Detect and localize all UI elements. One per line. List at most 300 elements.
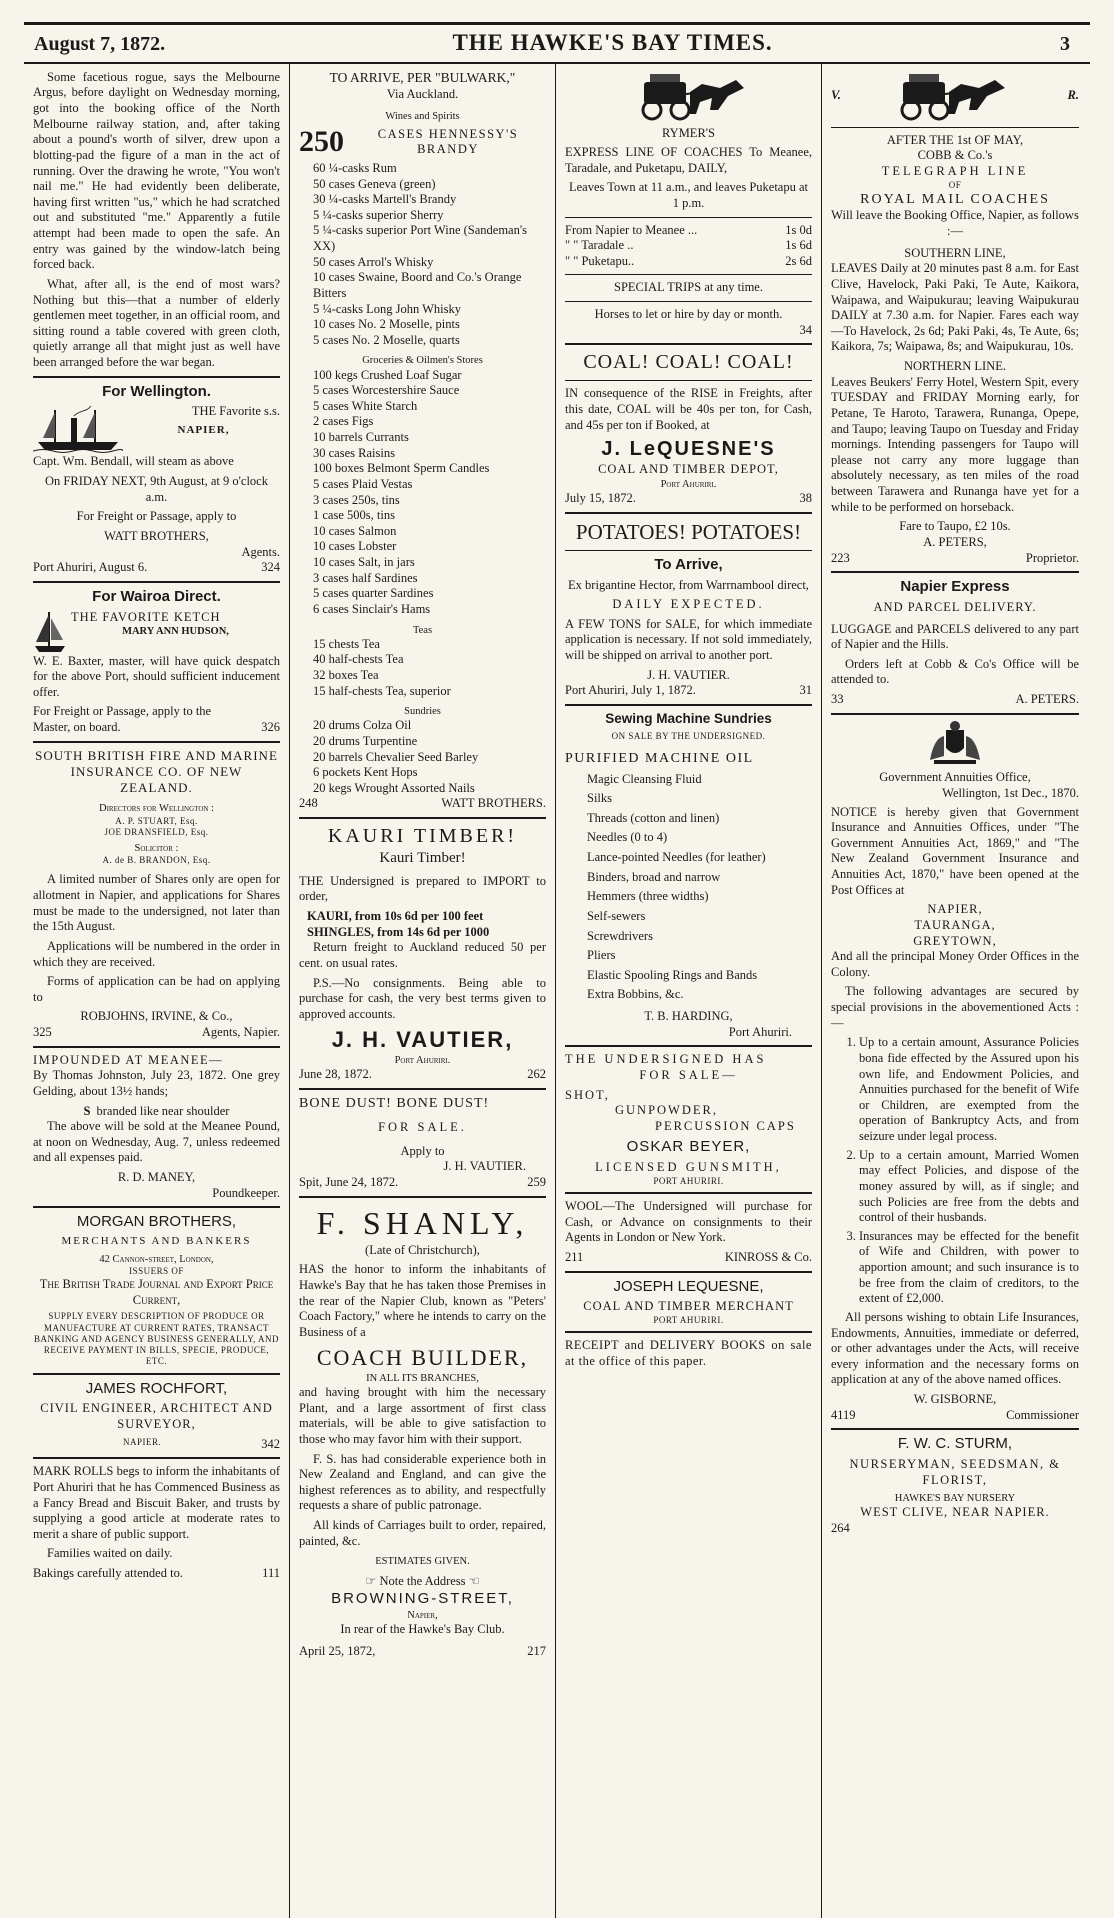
southern-line-heading: SOUTHERN LINE, [904, 245, 1006, 260]
ad-number: 248 [299, 796, 318, 811]
ad-number: 33 [831, 692, 844, 706]
list-item: 6 cases Sinclair's Hams [313, 601, 431, 616]
ad-sewing [565, 711, 812, 1040]
vautier-name: J. H. VAUTIER, [331, 1027, 514, 1053]
date: July 15, 1872. [565, 490, 636, 505]
agents-label: Agents. [241, 544, 280, 559]
ad-morgan-heading: MORGAN BROTHERS, [76, 1213, 237, 1231]
ad-impounded [33, 1053, 280, 1202]
fares-table [565, 223, 812, 270]
ad-potatoes-daily: DAILY EXPECTED. [612, 597, 765, 612]
vautier-name: J. H. VAUTIER. [647, 667, 730, 682]
town-name: GREYTOWN, [913, 933, 997, 948]
ad-shanly-body3: F. S. has had considerable experience both in New Zealand and England, and can give the highest references as to ability, and respectfully requests a share of public patronage. [299, 1451, 546, 1513]
ad-fire-body1: A limited number of Shares only are open for allotment in Napier, and applications for Shares must be made to the undersigned, not later than the 15th August. [33, 872, 280, 934]
list-item: 6 pockets Kent Hops [313, 765, 418, 780]
ad-rochfort-heading: JAMES ROCHFORT, [85, 1379, 228, 1397]
ad-shanly-heading: F. SHANLY, [316, 1204, 529, 1241]
poundkeeper-name: R. D. MANEY, [117, 1170, 196, 1184]
list-item: Silks [587, 791, 613, 806]
ad-sewing-oil: PURIFIED MACHINE OIL [565, 751, 754, 766]
list-item: 100 boxes Belmont Sperm Candles [313, 461, 490, 476]
solicitor-label: Solicitor : [134, 843, 179, 854]
ship-name-mary-ann: MARY ANN HUDSON, [122, 626, 229, 638]
ad-coal-body: IN consequence of the RISE in Freights, after this date, COAL will be 40s per ton, for Cash, and 45s per ton if Booked, at [565, 386, 812, 432]
ad-potatoes-body: A FEW TONS for SALE, for which immediate application is necessary. If not sold immediately, will be shipped on arrival to another port. [565, 616, 812, 662]
coach-illustration-wrap [565, 70, 812, 127]
date: Wellington, 1st Dec., 1870. [942, 785, 1079, 800]
ad-kauri-body1: THE Undersigned is prepared to IMPORT to order, [299, 873, 546, 904]
note-address: Note the Address [379, 1574, 466, 1589]
ship-name-napier: NAPIER, [177, 424, 230, 436]
ad-shanly-sub: (Late of Christchurch), [365, 1242, 480, 1257]
list-item: 20 kegs Wrought Assorted Nails [313, 780, 475, 795]
list-item: 15 half-chests Tea, superior [313, 683, 451, 698]
list-item: 60 ¼-casks Rum [313, 160, 397, 175]
ad-number: 223 [831, 550, 850, 565]
date: Spit, June 24, 1872. [299, 1175, 399, 1189]
northern-line-heading: NORTHERN LINE. [903, 359, 1006, 373]
ad-number: 259 [527, 1175, 546, 1189]
ad-rymer-body2: Leaves Town at 11 a.m., and leaves Puketapu at 1 p.m. [569, 180, 808, 210]
ad-wool [565, 1199, 812, 1266]
ad-coal [565, 350, 812, 506]
ad-number: 326 [261, 720, 280, 734]
ad-shanly-body4: All kinds of Carriages built to order, repaired, painted, &c. [299, 1518, 546, 1548]
ad-beyer-name: OSKAR BEYER, [626, 1138, 751, 1156]
ad-sturm-nursery: HAWKE'S BAY NURSERY [894, 1493, 1016, 1505]
ad-number: 4119 [831, 1407, 856, 1422]
vr-right: R. [1067, 87, 1079, 102]
list-item: 3 cases half Sardines [313, 570, 418, 585]
ad-rolls-families: Families waited on daily. [47, 1546, 173, 1561]
list-item: 5 ¼-casks superior Sherry [313, 207, 444, 222]
ad-bulwark-firm: WATT BROTHERS. [441, 796, 546, 811]
ad-shanly-estimates: ESTIMATES GIVEN. [375, 1556, 470, 1568]
list-item: 5 cases Worcestershire Sauce [313, 383, 460, 398]
ad-express-heading: Napier Express [900, 578, 1010, 596]
brand-mark: S [83, 1103, 91, 1118]
list-item: 1. Up to a certain amount, Assurance Policies bona fide effected by the Assured upon his own life, and Endowment Policies, and Annuities purchased for the benefit of Wife or Children, are exempted from the operation of Bankruptcy Acts, and from seizure under legal process. [859, 1035, 1079, 1144]
ad-kauri-body3: P.S.—No consignments. Being able to purchase for cash, the very best terms given to approved accounts. [299, 975, 546, 1021]
ad-bulwark-footer [299, 796, 546, 812]
list-item: 5 ¼-casks Long John Whisky [313, 301, 462, 316]
ad-cobb-royal: ROYAL MAIL COACHES [860, 191, 1050, 207]
ad-beyer-gunpowder: GUNPOWDER, [615, 1103, 718, 1118]
list-item: 5 cases Plaid Vestas [313, 476, 413, 491]
ad-express [831, 578, 1079, 708]
ad-bulwark [299, 70, 546, 812]
ad-shanly [299, 1203, 546, 1660]
ad-wool-body: WOOL—The Undersigned will purchase for Cash, or Advance on consignments to their Agents in London or New York. [565, 1199, 812, 1245]
ad-wellington-apply: For Freight or Passage, apply to [76, 509, 237, 524]
list-item: 2. Up to a certain amount, Married Women may effect Policies, and dispose of the money assured by will, as if single; and such Policies are free from the debts and control of their husbands. [859, 1148, 1079, 1226]
fare-taupo: Fare to Taupo, £2 10s. [899, 519, 1011, 534]
list-item: Binders, broad and narrow [587, 869, 721, 884]
place: Port Ahuriri. [660, 478, 717, 490]
ad-south-british [33, 748, 280, 1041]
ad-cobb-after: AFTER THE 1st OF MAY, [886, 132, 1024, 147]
ad-beyer-shot: SHOT, [565, 1087, 610, 1102]
coat-of-arms-icon [920, 720, 990, 766]
gov-body4: All persons wishing to obtain Life Insurances, Endowments, Annuities, immediate or deferred, or other advantages under the Acts, will receive every information and the necessary forms on application at any of the above named offices. [831, 1309, 1079, 1387]
ad-shanly-footer [299, 1644, 546, 1660]
gov-body2: And all the principal Money Order Offices in the Colony. [831, 949, 1079, 979]
ad-kauri-price2: SHINGLES, from 14s 6d per 1000 [307, 924, 490, 939]
towns-list [831, 902, 1079, 949]
list-item: Self-sewers [587, 908, 646, 923]
town-name: TAURANGA, [914, 917, 996, 932]
ad-fire-agent: ROBJOHNS, IRVINE, & Co., [80, 1009, 233, 1024]
gov-body1: NOTICE is hereby given that Government Insurance and Annuities Offices, under "The Government Annuities Act, 1869," and "The New Zealand Government Insurance and Annuities Act, 1870," have been opened at the Post Offices at [831, 804, 1079, 897]
coach-icon [889, 70, 1019, 122]
column-1 [24, 64, 290, 1918]
ad-cobb-footer [831, 551, 1079, 567]
agents-label: Agents, Napier. [201, 1025, 280, 1039]
list-item: Elastic Spooling Rings and Bands [587, 967, 758, 982]
column-3 [556, 64, 822, 1918]
fare-route: " " Puketapu.. [565, 253, 635, 268]
ad-rymer-heading: RYMER'S [662, 126, 715, 141]
ad-fire-heading: SOUTH BRITISH FIRE AND MARINE INSURANCE CO. OF NEW ZEALAND. [35, 747, 278, 796]
ad-beyer-caps: PERCUSSION CAPS [655, 1118, 796, 1133]
place: Port Ahuriri. [394, 1054, 451, 1066]
ad-receipt-body: RECEIPT and DELIVERY BOOKS on sale at the office of this paper. [565, 1338, 812, 1368]
of-label: OF [948, 179, 962, 190]
ad-lequesne-sub: COAL AND TIMBER MERCHANT [583, 1299, 794, 1314]
ad-wairoa-line1: THE FAVORITE KETCH [71, 609, 221, 624]
ad-impounded-body2: branded like near shoulder [96, 1103, 230, 1118]
place: WEST CLIVE, NEAR NAPIER. [860, 1505, 1050, 1520]
column-4 [822, 64, 1088, 1918]
commissioner-label: Commissioner [1006, 1407, 1079, 1422]
ad-wairoa-body: W. E. Baxter, master, will have quick despatch for the above Port, should sufficient inducement offer. [33, 653, 280, 699]
ad-rymer-horses: Horses to let or hire by day or month. [594, 307, 783, 321]
place: PORT AHURIRI. [653, 1175, 724, 1186]
ad-cobb-will: Will leave the Booking Office, Napier, as follows :— [831, 208, 1079, 238]
ad-wool-firm: KINROSS & Co. [724, 1249, 812, 1264]
list-item: Magic Cleansing Fluid [587, 771, 702, 786]
ad-bone-sale: FOR SALE. [378, 1120, 467, 1135]
solicitor-name: A. de B. BRANDON, Esq. [102, 855, 211, 866]
ad-rochfort-sub: CIVIL ENGINEER, ARCHITECT AND SURVEYOR, [40, 1401, 273, 1431]
ad-morgan [33, 1213, 280, 1367]
top-rule [24, 22, 1090, 25]
fare-price: 2s 6d [785, 253, 812, 268]
place-date: Port Ahuriri, August 6. [33, 560, 148, 575]
ad-impounded-brand-line [33, 1104, 280, 1120]
lequesne-name: J. LeQUESNE'S [601, 438, 776, 461]
date: Port Ahuriri, July 1, 1872. [565, 683, 696, 698]
ad-rymer [565, 70, 812, 339]
place: PORT AHURIRI. [653, 1314, 724, 1325]
ad-coal-heading: COAL! COAL! COAL! [583, 351, 794, 374]
list-item: 5 cases quarter Sardines [313, 586, 434, 601]
ad-bone-name: J. H. VAUTIER. [443, 1159, 526, 1174]
ad-impounded-heading: IMPOUNDED AT MEANEE— [33, 1052, 224, 1067]
ad-kauri-footer [299, 1067, 546, 1083]
ad-beyer-trade: LICENSED GUNSMITH, [595, 1160, 782, 1175]
ad-kauri-price1: KAURI, from 10s 6d per 100 feet [307, 909, 484, 923]
gov-office: Government Annuities Office, [879, 770, 1031, 785]
story-rogue: Some facetious rogue, says the Melbourne Argus, before daylight on Wednesday morning, got into the booking office of the North Melbourne railway station, and, after taking about a pound's worth of silver, drew upon a blotting-pad the figure of a man in the act of running. Over the drawing he wrote, "You won't nail me." He had evidently been deliberate, having first written "us," which he had scratched out and substituted "me." Apparently a futile attempt had been made to open the safe. An entry was gained by the window-latch being forced back. [33, 69, 280, 272]
list-item: Screwdrivers [587, 928, 653, 943]
list-item: Pliers [587, 948, 616, 963]
ad-rymer-special: SPECIAL TRIPS at any time. [614, 280, 763, 295]
list-item: 3. Insurances may be effected for the benefit of Wife and Children, with power to apportion amount; and such insurance is to be free from the claim of creditors, to the extent of £2,000. [859, 1229, 1079, 1307]
ad-bone-footer [299, 1175, 546, 1191]
ad-shanly-body2: and having brought with him the necessary Plant, and a large assortment of first class materials, will be able to give satisfaction to those who may favor him with their support. [299, 1385, 546, 1446]
list-item: Extra Bobbins, &c. [587, 987, 684, 1002]
ad-express-body2: Orders left at Cobb & Co's Office will be attended to. [831, 656, 1079, 687]
groceries-list [299, 368, 546, 618]
peters-name: A. PETERS. [1015, 692, 1079, 706]
issue-date: August 7, 1872. [34, 33, 166, 55]
poundkeeper-label: Poundkeeper. [212, 1185, 280, 1200]
ad-wellington [33, 383, 280, 576]
masthead [24, 29, 1090, 58]
page-number: 3 [1059, 33, 1070, 55]
wines-list [299, 161, 546, 349]
list-item: 20 barrels Chevalier Seed Barley [313, 749, 479, 764]
ad-cobb-name: COBB & Co.'s [917, 148, 993, 163]
list-item: 1 case 500s, tins [313, 508, 395, 523]
ad-sewing-sub: ON SALE BY THE UNDERSIGNED. [611, 730, 766, 741]
ad-wellington-line1: THE Favorite s.s. [191, 404, 280, 419]
list-item: 32 boxes Tea [313, 667, 379, 682]
ad-beyer-line1: THE UNDERSIGNED HAS [565, 1052, 767, 1067]
pointing-hand-icon: ☞ [365, 1574, 377, 1589]
ad-bone-heading: BONE DUST! BONE DUST! [299, 1095, 490, 1111]
fare-price: 1s 0d [785, 222, 812, 237]
ad-impounded-body3: The above will be sold at the Meanee Pound, at noon on Wednesday, Aug. 7, unless redeemed and all expenses paid. [33, 1119, 280, 1165]
place: Port Ahuriri. [728, 1024, 792, 1039]
section-sundries: Sundries [404, 706, 441, 718]
section-teas: Teas [412, 624, 433, 636]
ad-gov-footer [831, 1408, 1079, 1424]
steamship-icon [33, 404, 123, 454]
gov-body3: The following advantages are secured by special provisions in the abovementioned Acts :— [831, 984, 1079, 1030]
ad-beyer-line2: FOR SALE— [639, 1067, 738, 1082]
gov-advantages-list [831, 1035, 1079, 1307]
list-item: 50 cases Geneva (green) [313, 176, 436, 191]
ad-beyer [565, 1052, 812, 1187]
ad-rochfort [33, 1380, 280, 1453]
ad-sturm [831, 1435, 1079, 1536]
ad-express-footer [831, 692, 1079, 708]
list-item: 10 cases No. 2 Moselle, pints [313, 317, 460, 332]
southern-line-body: LEAVES Daily at 20 minutes past 8 a.m. for East Clive, Havelock, Paki Paki, Te Aute, Kaikora, Waipawa, and Waipukurau; leaving Waipukurau DAILY at 7.30 a.m. for Napier. Fares each way—To Havelock, 2s 6d; Paki Paki, 4s, Te Aute, 6s; Kaikora, 7s; Waipawa, 8s; and Waipukurau, 10s. [831, 261, 1079, 354]
ad-shanly-coach: COACH BUILDER, [316, 1345, 529, 1371]
list-item: 10 cases Salmon [313, 523, 397, 538]
ad-potatoes-ex: Ex brigantine Hector, from Warrnambool direct, [568, 577, 809, 592]
gisborne-name: W. GISBORNE, [913, 1392, 997, 1406]
sewing-items-list [565, 772, 812, 1004]
ad-fire-body3: Forms of application can be had on applying to [33, 974, 280, 1004]
fare-row [565, 254, 812, 270]
ad-number: 111 [262, 1566, 280, 1580]
director-2: JOE DRANSFIELD, Esq. [104, 826, 209, 837]
ad-rolls-bakings: Bakings carefully attended to. [33, 1566, 183, 1580]
note-address-line [299, 1574, 546, 1590]
section-wines: Wines and Spirits [385, 111, 460, 123]
ad-wellington-footer [33, 560, 280, 576]
newspaper-title: THE HAWKE'S BAY TIMES. [452, 30, 773, 55]
ad-wellington-heading: For Wellington. [102, 382, 211, 400]
ad-shanly-street: BROWNING-STREET, [331, 1590, 514, 1607]
brandy-quantity: 250 [299, 125, 344, 159]
ad-number: 342 [261, 1436, 280, 1451]
list-item: 3 cases 250s, tins [313, 492, 400, 507]
director-1: A. P. STUART, Esq. [115, 815, 198, 826]
ad-impounded-body1: By Thomas Johnston, July 23, 1872. One grey Gelding, about 13½ hands; [33, 1068, 280, 1098]
fare-route: " " Taradale .. [565, 238, 634, 253]
ad-fire-body2: Applications will be numbered in the order in which they are received. [33, 938, 280, 969]
ad-number: 34 [799, 322, 812, 337]
list-item: Needles (0 to 4) [587, 830, 668, 845]
ad-fire-footer [33, 1025, 280, 1041]
ad-express-body1: LUGGAGE and PARCELS delivered to any part of Napier and the Hills. [831, 621, 1079, 652]
brandy-line [299, 123, 546, 161]
ad-kauri-sub: Kauri Timber! [379, 850, 466, 866]
ad-lequesne-heading: JOSEPH LEQUESNE, [613, 1277, 764, 1295]
ad-number: 324 [261, 560, 280, 575]
ad-morgan-issuers: ISSUERS OF [129, 1265, 184, 1276]
ad-express-sub: AND PARCEL DELIVERY. [873, 599, 1037, 614]
ad-morgan-journal: The British Trade Journal and Export Price Current, [39, 1277, 274, 1307]
ad-sewing-heading: Sewing Machine Sundries [605, 710, 772, 726]
sundries-list [299, 718, 546, 796]
ad-number: 262 [527, 1067, 546, 1081]
list-item: 15 chests Tea [313, 636, 380, 651]
teas-list [299, 637, 546, 700]
ad-morgan-address: 42 Cannon-street, London, [99, 1253, 214, 1265]
ad-number: 217 [527, 1643, 546, 1658]
ad-kauri [299, 824, 546, 1083]
ad-number: 264 [831, 1521, 850, 1535]
ad-wellington-date: On FRIDAY NEXT, 9th August, at 9 o'clock a.m. [45, 474, 268, 504]
peters-name: A. PETERS, [923, 534, 987, 549]
section-groceries: Groceries & Oilmen's Stores [362, 355, 483, 367]
ad-wairoa [33, 588, 280, 736]
ad-potatoes-footer [565, 683, 812, 699]
list-item: Hemmers (three widths) [587, 889, 709, 904]
list-item: 10 barrels Currants [313, 430, 409, 444]
list-item: 20 drums Turpentine [313, 733, 418, 748]
ad-wairoa-heading: For Wairoa Direct. [92, 587, 221, 605]
date: April 25, 1872, [299, 1643, 376, 1658]
column-2 [290, 64, 556, 1918]
ad-rymer-body1: EXPRESS LINE OF COACHES To Meanee, Taradale, and Puketapu, DAILY, [565, 145, 812, 175]
cobb-illustration-wrap [831, 70, 1079, 122]
list-item: 10 cases Swaine, Boord and Co.'s Orange Bitters [313, 270, 522, 300]
coat-of-arms-wrap [831, 720, 1079, 771]
ad-gov-annuities [831, 720, 1079, 1424]
ad-rolls [33, 1464, 280, 1581]
list-item: Lance-pointed Needles (for leather) [587, 850, 766, 864]
list-item: 10 cases Salt, in jars [313, 555, 415, 569]
fare-route: From Napier to Meanee ... [565, 222, 698, 237]
story-wars: What, after all, is the end of most wars? Nothing but this—that a number of elderly gentlemen meet together, in an official room, and sitting round a table covered with green cloth, quietly arrange all that might just as well have been arranged before the war began. [33, 276, 280, 369]
vr-left: V. [831, 87, 841, 102]
place: Napier, [407, 1609, 438, 1621]
directors-label: Directors for Wellington : [99, 803, 214, 815]
ad-rochfort-footer [33, 1437, 280, 1453]
pointing-hand-icon: ☜ [468, 1574, 480, 1589]
ad-kauri-body2: Return freight to Auckland reduced 50 per cent. on usual rates. [299, 940, 546, 970]
ad-morgan-tail: SUPPLY EVERY DESCRIPTION OF PRODUCE OR MANUFACTURE AT CURRENT RATES, TRANSACT BANKING AND AGENCY BUSINESS GENERALLY, AND RECEIVE PAYMENT IN BILLS, SPECIE, PRODUCE, ETC. [33, 1311, 280, 1367]
northern-line-body: Leaves Beukers' Ferry Hotel, Western Spit, every TUESDAY and FRIDAY Morning early, for Petane, Te Haroto, Tarawera, Runanga, Opepe, and Taupo; leaving Taupo on Tuesday and Friday mornings. Intending passengers for Taupo will please not carry any more luggage than absolutely necessary, as ten miles of the road between Tarawera and Runanga have yet for a while to be performed on horseback. [831, 374, 1079, 514]
ad-shanly-body1: HAS the honor to inform the inhabitants of Hawke's Bay that he has taken those Premises in the rear of the Napier Club, known as "Peters' Coach Factory," where he intends to carry on the Business of a [299, 1262, 546, 1339]
list-item: 30 ¼-casks Martell's Brandy [313, 192, 457, 207]
proprietor-label: Proprietor. [1025, 550, 1079, 565]
ketch-icon [33, 610, 67, 654]
town-name: NAPIER, [927, 902, 983, 917]
ad-sturm-sub: NURSERYMAN, SEEDSMAN, & FLORIST, [849, 1457, 1061, 1487]
ad-kauri-heading: KAURI TIMBER! [327, 825, 518, 847]
fare-price: 1s 6d [785, 238, 812, 253]
ad-number: 325 [33, 1025, 52, 1039]
ad-potatoes-arrive: To Arrive, [654, 555, 723, 573]
list-item: 40 half-chests Tea [313, 652, 404, 667]
date: June 28, 1872. [299, 1067, 372, 1081]
list-item: 50 cases Arrol's Whisky [313, 254, 434, 269]
place: NAPIER. [123, 1436, 162, 1447]
coach-icon [624, 70, 754, 122]
list-item: 2 cases Figs [313, 414, 374, 429]
ad-bulwark-heading: TO ARRIVE, PER "BULWARK," [329, 69, 516, 85]
ad-sewing-name: T. B. HARDING, [644, 1009, 733, 1023]
list-item: 5 cases No. 2 Moselle, quarts [313, 332, 460, 347]
ad-coal-footer [565, 491, 812, 507]
ad-shanly-rear: In rear of the Hawke's Bay Club. [340, 1621, 505, 1636]
ad-receipt [565, 1338, 812, 1369]
list-item: 100 kegs Crushed Loaf Sugar [313, 367, 462, 382]
list-item: 10 cases Lobster [313, 539, 397, 554]
ad-cobb-telegraph: TELEGRAPH LINE [881, 164, 1029, 178]
ad-number: 211 [565, 1249, 584, 1264]
fare-row [565, 238, 812, 254]
fare-row [565, 223, 812, 239]
ad-bone-dust [299, 1095, 546, 1191]
list-item: 5 cases White Starch [313, 398, 418, 413]
ad-lequesne [565, 1278, 812, 1327]
ad-cobb [831, 70, 1079, 566]
ad-wairoa-apply: For Freight or Passage, apply to the Master, on board. [33, 704, 212, 734]
list-item: Threads (cotton and linen) [587, 810, 720, 825]
list-item: 5 ¼-casks superior Port Wine (Sandeman's XX) [313, 223, 527, 253]
ad-potatoes [565, 519, 812, 699]
list-item: 30 cases Raisins [313, 445, 395, 460]
ad-sturm-heading: F. W. C. STURM, [897, 1435, 1013, 1453]
ad-rolls-body: MARK ROLLS begs to inform the inhabitants of Port Ahuriri that he has Commenced Business as a Fancy Bread and Biscuit Baker, and trusts by supplying a good article at moderate rates to merit a share of public support. [33, 1464, 280, 1541]
ad-wellington-captain: Capt. Wm. Bendall, will steam as above [33, 454, 234, 469]
ad-bulwark-via: Via Auckland. [386, 86, 459, 101]
ad-wairoa-footer [33, 704, 280, 735]
apply-label: Apply to [400, 1143, 445, 1158]
ad-potatoes-heading: POTATOES! POTATOES! [575, 519, 802, 544]
ad-number: 31 [799, 683, 812, 698]
ad-coal-depot: COAL AND TIMBER DEPOT, [598, 462, 779, 477]
ad-shanly-branches: IN ALL ITS BRANCHES, [366, 1372, 479, 1384]
columns [24, 64, 1090, 1918]
list-item: 20 drums Colza Oil [313, 718, 412, 733]
ad-rolls-footer [33, 1566, 280, 1582]
ad-wool-footer [565, 1250, 812, 1266]
ad-number: 38 [799, 490, 812, 505]
ad-wellington-agents: WATT BROTHERS, [104, 528, 209, 543]
brandy-label: CASES HENNESSY'S BRANDY [377, 126, 519, 157]
